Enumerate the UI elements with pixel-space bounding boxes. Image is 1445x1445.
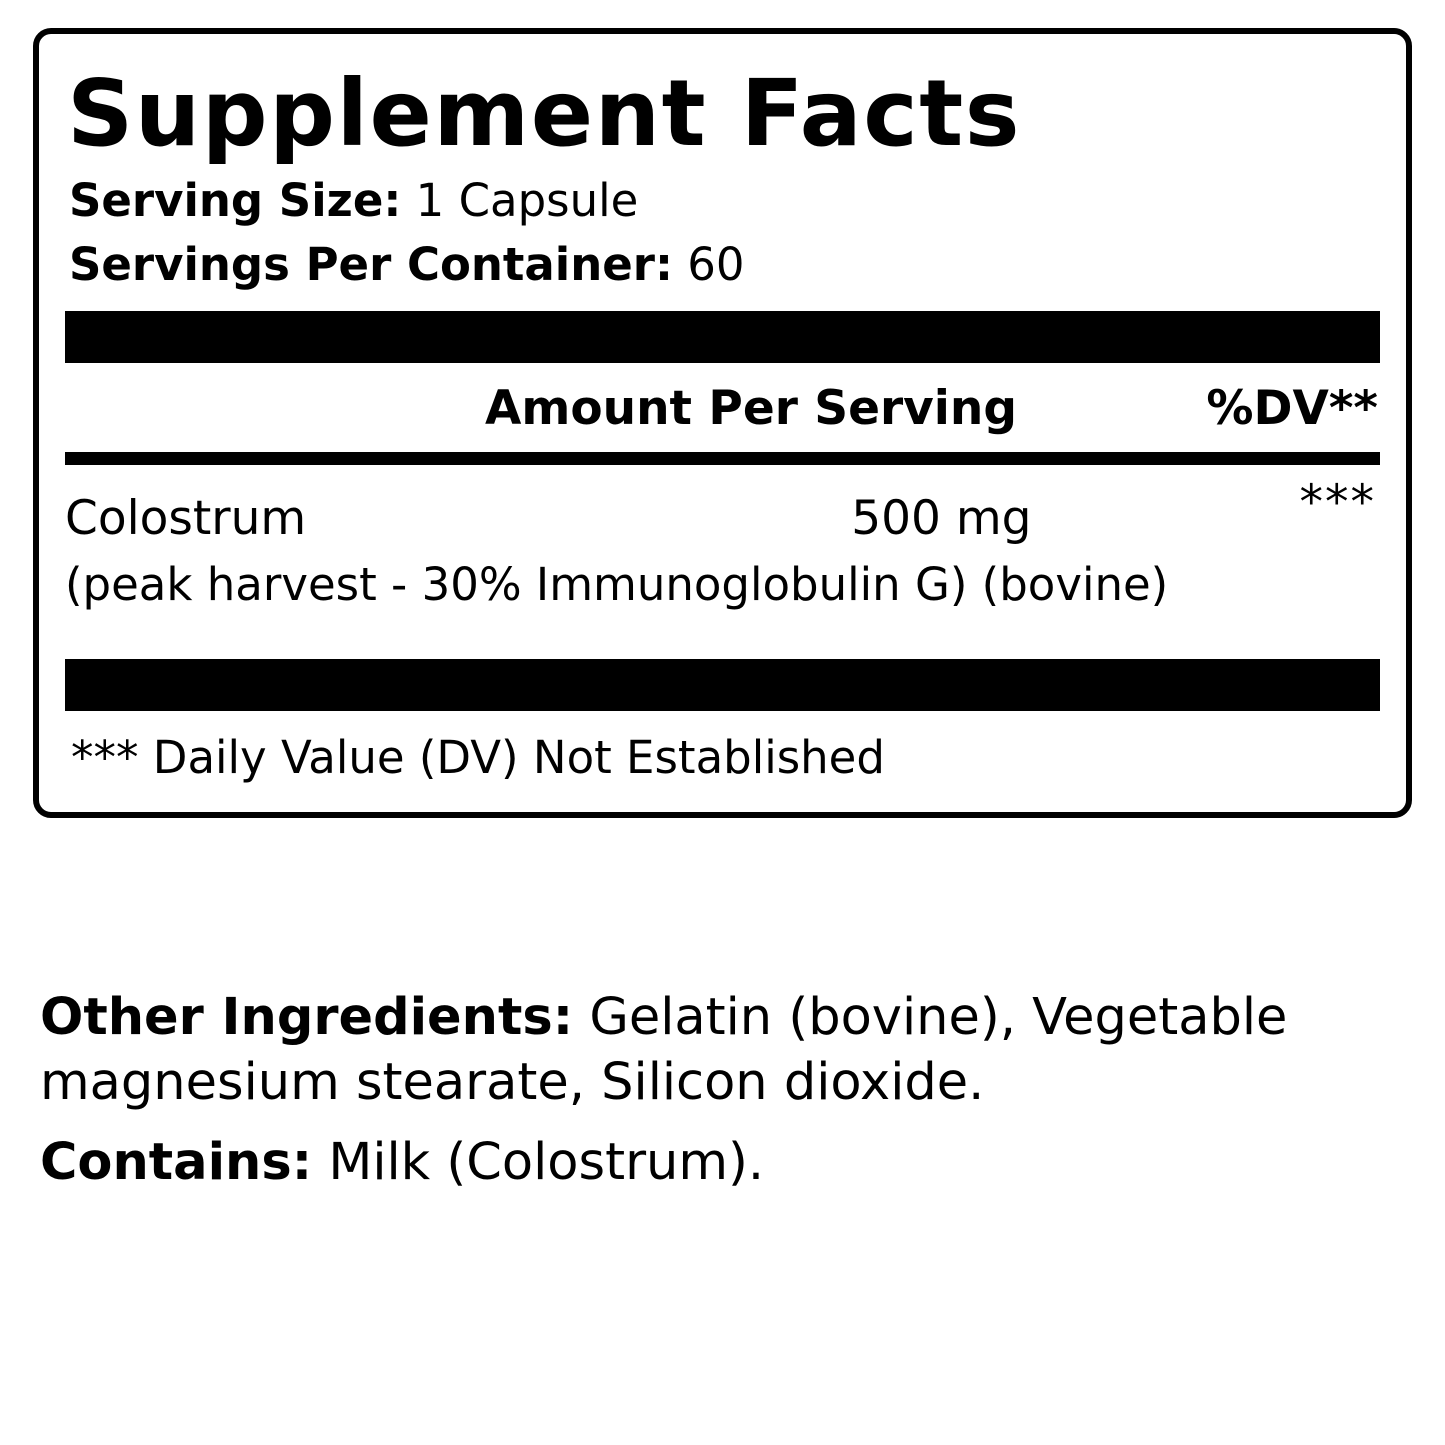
divider-medium (65, 452, 1380, 465)
contains-paragraph (40, 1130, 1340, 1195)
servings-per-container-label: Servings Per Container: (69, 238, 673, 292)
nutrient-name: Colostrum (65, 491, 307, 547)
table-row (65, 465, 1380, 645)
servings-per-container-row (69, 233, 1380, 297)
other-ingredients-value: Gelatin (bovine), Vegetable magnesium stearate, Silicon dioxide. (40, 988, 1288, 1113)
ingredients-section (40, 985, 1340, 1201)
nutrient-description: (peak harvest - 30% Immunoglobulin G) (bovine) (65, 558, 1169, 612)
daily-value-footnote: *** Daily Value (DV) Not Established (71, 731, 885, 785)
contains-label: Contains: (40, 1132, 313, 1192)
column-headers-row (65, 363, 1380, 452)
serving-size-row (69, 169, 1380, 233)
page-title: Supplement Facts (67, 60, 1021, 167)
serving-size-value: 1 Capsule (415, 174, 639, 228)
nutrient-daily-value: *** (1299, 475, 1376, 531)
nutrient-amount: 500 mg (851, 491, 1032, 547)
daily-value-header: %DV** (1206, 381, 1378, 437)
divider-thick-top (65, 311, 1380, 363)
other-ingredients-label: Other Ingredients: (40, 988, 574, 1047)
divider-thick-bottom (65, 659, 1380, 711)
contains-value: Milk (Colostrum). (328, 1132, 765, 1192)
nutrient-main-line (65, 491, 1380, 546)
supplement-facts-panel (33, 28, 1412, 818)
other-ingredients-paragraph (40, 985, 1340, 1116)
serving-size-label: Serving Size: (69, 174, 402, 228)
servings-per-container-value: 60 (687, 238, 745, 292)
amount-per-serving-header: Amount Per Serving (485, 381, 1018, 437)
